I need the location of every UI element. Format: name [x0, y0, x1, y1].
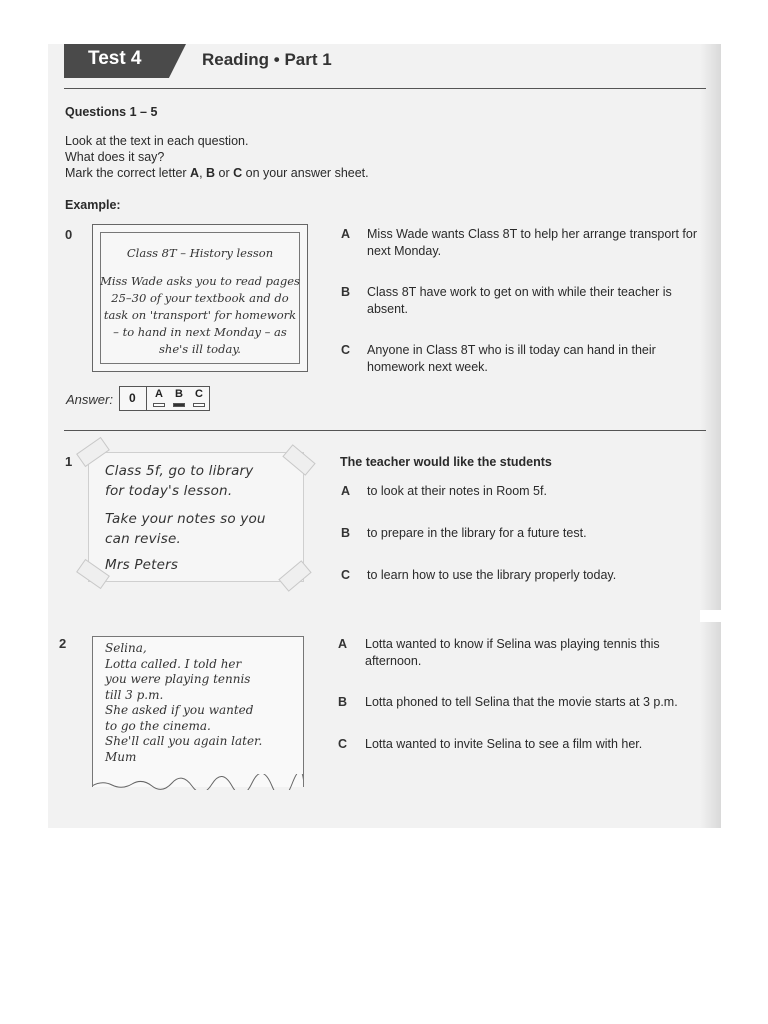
letter-b: B: [206, 166, 216, 180]
option-text-a: to look at their notes in Room 5f.: [367, 484, 547, 498]
notice-line: 25–30 of your textbook and do: [111, 291, 289, 305]
question-2-memo: [92, 636, 304, 787]
header-rule: [64, 88, 706, 89]
option-letter-c: C: [341, 343, 351, 357]
instruction-line-3: [65, 166, 369, 180]
memo-line: Selina,: [105, 641, 147, 655]
memo-line: to go the cinema.: [105, 718, 211, 733]
option-letter-b: B: [338, 695, 348, 709]
notice-line: Miss Wade asks you to read pages: [100, 274, 300, 288]
option-text-b: Class 8T have work to get on with while their teacher is absent.: [367, 285, 672, 316]
answer-divider: [146, 387, 147, 410]
note-line: for today's lesson.: [105, 483, 233, 499]
option-letter-c: C: [338, 737, 348, 751]
option-text-c: Anyone in Class 8T who is ill today can hand in their homework next week.: [367, 343, 656, 374]
option-letter-c: C: [341, 568, 351, 582]
instruction-line-2: What does it say?: [65, 150, 165, 164]
option-letter-a: A: [338, 637, 348, 651]
notice-line: – to hand in next Monday – as: [113, 325, 287, 339]
memo-line: She asked if you wanted: [105, 703, 254, 717]
memo-line: till 3 p.m.: [105, 687, 164, 702]
answer-mark-b: [173, 403, 185, 407]
answer-letter-a: A: [155, 388, 163, 400]
example-number: 0: [65, 227, 73, 242]
memo-line: Lotta called. I told her: [105, 656, 242, 671]
separator: ,: [199, 166, 207, 180]
answer-letter-c: C: [195, 388, 203, 400]
section-rule: [64, 430, 706, 431]
section-title: Reading • Part 1: [202, 50, 332, 69]
option-text-b: Lotta phoned to tell Selina that the movie starts at 3 p.m.: [365, 695, 678, 709]
question-2-number: 2: [59, 636, 67, 651]
memo-signature: Mum: [105, 749, 137, 764]
separator: or: [215, 166, 234, 180]
page-gap: [700, 610, 721, 622]
option-text-a: Miss Wade wants Class 8T to help her arrange transport for next Monday.: [367, 227, 698, 258]
instruction-text: Mark the correct letter: [65, 166, 191, 180]
questions-range: Questions 1 – 5: [65, 105, 158, 119]
option-letter-b: B: [341, 526, 351, 540]
option-text-a: Lotta wanted to know if Selina was playing tennis this afternoon.: [365, 637, 660, 668]
memo-line: She'll call you again later.: [105, 734, 263, 748]
answer-label: Answer:: [66, 392, 113, 407]
note-line: can revise.: [105, 531, 181, 547]
answer-number: 0: [129, 391, 136, 405]
question-1-stem: The teacher would like the students: [340, 455, 552, 469]
note-line: Class 5f, go to library: [105, 463, 254, 479]
option-letter-a: A: [341, 484, 351, 498]
memo-body: [105, 641, 262, 765]
test-label: Test 4: [88, 48, 142, 69]
notice-line: she's ill today.: [159, 342, 241, 356]
answer-grid: [119, 386, 210, 411]
answer-mark-a: [153, 403, 165, 407]
instruction-text: on your answer sheet.: [242, 166, 369, 180]
memo-line: you were playing tennis: [105, 672, 251, 686]
answer-mark-c: [193, 403, 205, 407]
question-1-number: 1: [65, 454, 73, 469]
notice-line: task on 'transport' for homework: [103, 308, 297, 322]
answer-letter-b: B: [175, 388, 183, 400]
letter-c: C: [233, 166, 243, 180]
note-signature: Mrs Peters: [105, 557, 179, 573]
instruction-line-1: Look at the text in each question.: [65, 134, 249, 148]
question-1-note: [88, 452, 304, 582]
note-line: Take your notes so you: [105, 511, 266, 527]
notice-heading: Class 8T – History lesson: [126, 246, 274, 260]
example-label: Example:: [65, 198, 121, 212]
letter-a: A: [190, 166, 200, 180]
option-letter-b: B: [341, 285, 351, 299]
option-letter-a: A: [341, 227, 351, 241]
memo-torn-edge: [92, 774, 304, 790]
example-notice: [92, 224, 308, 372]
option-text-c: Lotta wanted to invite Selina to see a film with her.: [365, 737, 643, 751]
option-text-b: to prepare in the library for a future test.: [367, 526, 587, 540]
option-text-c: to learn how to use the library properly today.: [367, 568, 617, 582]
